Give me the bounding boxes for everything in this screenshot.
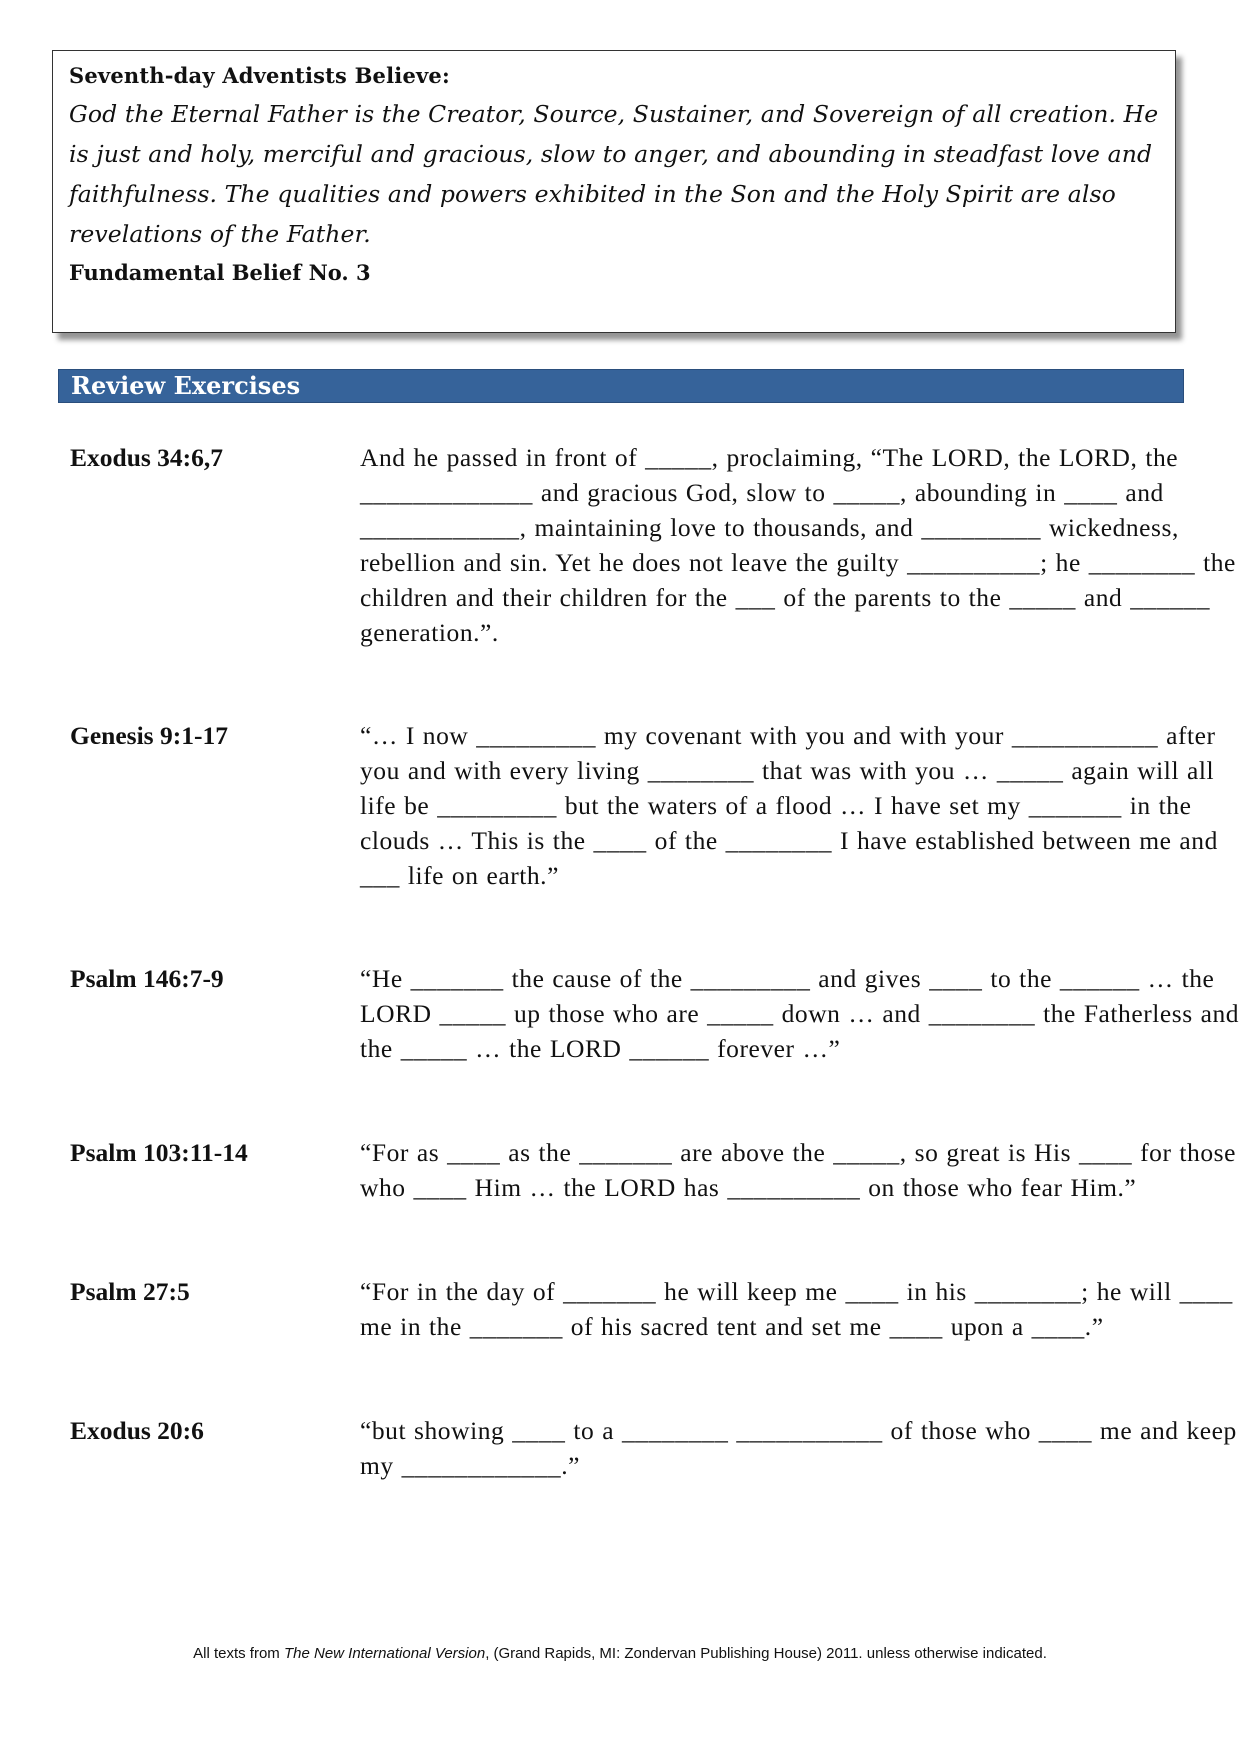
footnote-prefix: All texts from bbox=[193, 1645, 284, 1662]
exercise-reference: Psalm 146:7-9 bbox=[70, 964, 224, 993]
exercise-verse: “For in the day of _______ he will keep me ____ in his ________; he will ____ me in the _______ of his sacred tent and set me ____ upon a ____.” bbox=[360, 1277, 1233, 1341]
exercise-reference: Genesis 9:1-17 bbox=[70, 721, 228, 750]
footnote-suffix: , (Grand Rapids, MI: Zondervan Publishing House) 2011. unless otherwise indicated. bbox=[485, 1645, 1047, 1662]
footnote bbox=[0, 1645, 1240, 1662]
exercise-verse: And he passed in front of _____, proclaiming, “The LORD, the LORD, the _____________ and gracious God, slow to _____, abounding in ____ and ____________, maintaining love to thousands, and _________ wickedness, rebellion and sin. Yet he does not leave the guilty __________; he ________ the children and their children for the ___ of the parents to the _____ and ______ generation.”. bbox=[360, 443, 1236, 647]
exercise-verse: “… I now _________ my covenant with you and with your ___________ after you and with every living ________ that was with you … _____ again will all life be _________ but the waters of a flood … I have set my _______ in the clouds … This is the ____ of the ________ I have established between me and ___ life on earth.” bbox=[360, 721, 1218, 890]
exercise-verse: “For as ____ as the _______ are above the _____, so great is His ____ for those who ____ Him … the LORD has __________ on those who fear Him.” bbox=[360, 1138, 1236, 1202]
footnote-title: The New International Version bbox=[283, 1645, 486, 1662]
belief-text: God the Eternal Father is the Creator, Source, Sustainer, and Sovereign of all creation. He is just and holy, merciful and gracious, slow to anger, and abounding in steadfast love and faithfulness. The qualities and powers exhibited in the Son and the Holy Spirit are also revelations of the Father. bbox=[69, 100, 1159, 248]
exercise-verse: “but showing ____ to a ________ ___________ of those who ____ me and keep my ____________.” bbox=[360, 1416, 1237, 1480]
exercise-reference: Psalm 103:11-14 bbox=[70, 1138, 248, 1167]
belief-heading: Seventh-day Adventists Believe: bbox=[69, 63, 450, 88]
exercise-reference: Exodus 20:6 bbox=[70, 1416, 204, 1445]
belief-box bbox=[52, 50, 1176, 333]
exercise-reference: Exodus 34:6,7 bbox=[70, 443, 224, 472]
belief-source: Fundamental Belief No. 3 bbox=[69, 260, 371, 285]
exercise-reference: Psalm 27:5 bbox=[70, 1277, 190, 1306]
review-exercises-header: Review Exercises bbox=[58, 369, 1184, 403]
exercise-verse: “He _______ the cause of the _________ and gives ____ to the ______ … the LORD _____ up those who are _____ down … and ________ the Fatherless and the _____ … the LORD ______ forever …” bbox=[360, 964, 1240, 1063]
